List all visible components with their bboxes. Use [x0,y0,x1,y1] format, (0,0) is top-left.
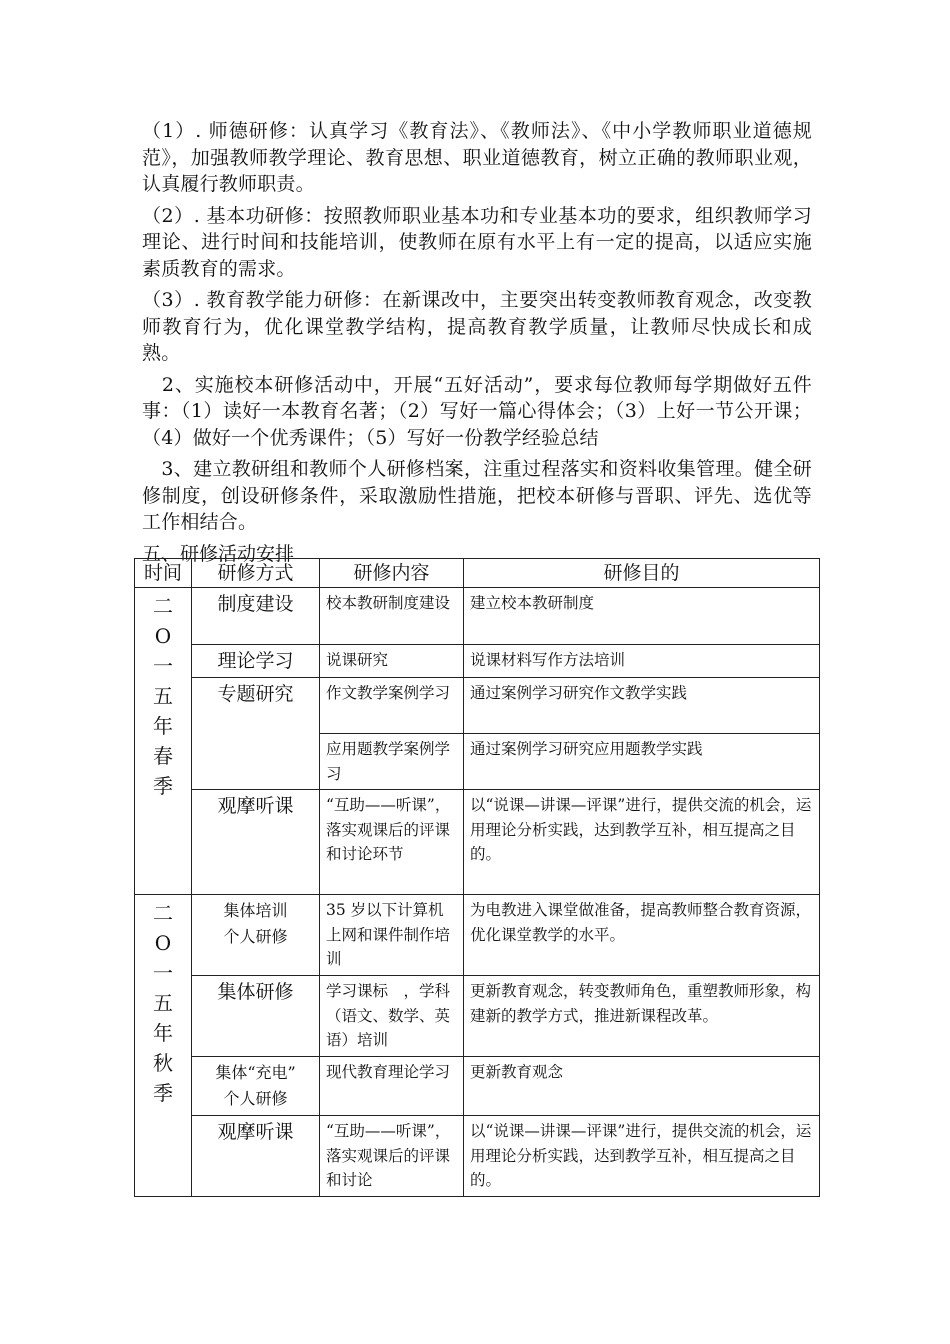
season-char: O [154,931,172,955]
schedule-table [134,558,820,1197]
table-row [135,976,820,1057]
paragraph-basic-skills: （2）. 基本功研修：按照教师职业基本功和专业基本功的要求，组织教师学习理论、进行时间和技能培训，使教师在原有水平上有一定的提高，以适应实施素质教育的需求。 [142,204,812,280]
goal-cell: 通过案例学习研究作文教学实践 [464,678,820,734]
header-goal: 研修目的 [464,559,820,588]
content-cell: 应用题教学案例学习 [320,734,464,790]
season-char: O [154,624,172,648]
table-row [135,588,820,645]
content-cell: “互助——听课”，落实观课后的评课和讨论 [320,1116,464,1197]
content-cell: 学习课标 ，学科（语文、数学、英语）培训 [320,976,464,1057]
section-heading: 五、研修活动安排 [142,542,295,565]
table-row [135,1116,820,1197]
season-cell-autumn [135,895,192,1197]
season-char: 二 [153,594,173,618]
goal-cell: 更新教育观念 [464,1057,820,1116]
goal-cell: 以“说课—讲课—评课”进行，提供交流的机会，运用理论分析实践，达到教学互补，相互提高之目的。 [464,1116,820,1197]
method-line: 集体培训 [223,901,288,920]
season-char: 一 [153,654,173,678]
table-header-row [135,559,820,588]
season-char: 五 [153,991,173,1015]
season-cell-spring [135,588,192,895]
content-cell: “互助——听课”，落实观课后的评课和讨论环节 [320,790,464,895]
method-cell: 观摩听课 [192,790,320,895]
season-char: 一 [153,961,173,985]
paragraph-ethics: （1）. 师德研修：认真学习《教育法》、《教师法》、《中小学教师职业道德规范》，加强教师教学理论、教育思想、职业道德教育，树立正确的教师职业观，认真履行教师职责。 [142,120,812,195]
content-cell: 35 岁以下计算机上网和课件制作培训 [320,895,464,976]
header-time: 时间 [135,559,192,588]
header-method: 研修方式 [192,559,320,588]
goal-cell: 为电教进入课堂做准备，提高教师整合教育资源，优化课堂教学的水平。 [464,895,820,976]
goal-cell: 更新教育观念，转变教师角色，重塑教师形象，构建新的教学方式，推进新课程改革。 [464,976,820,1057]
table-row [135,895,820,976]
method-cell: 观摩听课 [192,1116,320,1197]
method-line: 个人研修 [223,927,288,946]
method-cell: 理论学习 [192,645,320,678]
method-cell [192,895,320,976]
table-row [135,678,820,734]
content-cell: 作文教学案例学习 [320,678,464,734]
method-cell: 专题研究 [192,678,320,790]
method-line: 集体“充电” [215,1063,296,1082]
goal-cell: 通过案例学习研究应用题教学实践 [464,734,820,790]
table-row [135,1057,820,1116]
method-line: 个人研修 [223,1089,288,1108]
season-char: 年 [153,714,173,738]
season-char: 季 [153,774,173,798]
method-cell: 制度建设 [192,588,320,645]
goal-cell: 建立校本教研制度 [464,588,820,645]
content-cell: 现代教育理论学习 [320,1057,464,1116]
season-char: 五 [153,684,173,708]
paragraph-teaching-ability: （3）. 教育教学能力研修：在新课改中，主要突出转变教师教育观念，改变教师教育行为，优化课堂教学结构，提高教育教学质量，让教师尽快成长和成熟。 [142,289,812,364]
season-char: 季 [153,1081,173,1105]
goal-cell: 以“说课—讲课—评课”进行，提供交流的机会，运用理论分析实践，达到教学互补，相互提高之目的。 [464,790,820,895]
paragraph-five-good: 2、实施校本研修活动中，开展“五好活动”，要求每位教师每学期做好五件事：（1）读好一本教育名著；（2）写好一篇心得体会；（3）上好一节公开课；（4）做好一个优秀课件；（5）写好一份教学经验总结 [142,373,812,449]
season-char: 年 [153,1021,173,1045]
paragraph-archive: 3、建立教研组和教师个人研修档案，注重过程落实和资料收集管理。健全研修制度，创设研修条件，采取激励性措施，把校本研修与晋职、评先、选优等工作相结合。 [142,458,812,533]
season-char: 春 [153,744,173,768]
document-body [142,118,812,567]
method-cell: 集体研修 [192,976,320,1057]
season-char: 二 [153,901,173,925]
table-row [135,790,820,895]
content-cell: 说课研究 [320,645,464,678]
header-content: 研修内容 [320,559,464,588]
table-row [135,645,820,678]
goal-cell: 说课材料写作方法培训 [464,645,820,678]
content-cell: 校本教研制度建设 [320,588,464,645]
method-cell [192,1057,320,1116]
season-char: 秋 [153,1051,173,1075]
